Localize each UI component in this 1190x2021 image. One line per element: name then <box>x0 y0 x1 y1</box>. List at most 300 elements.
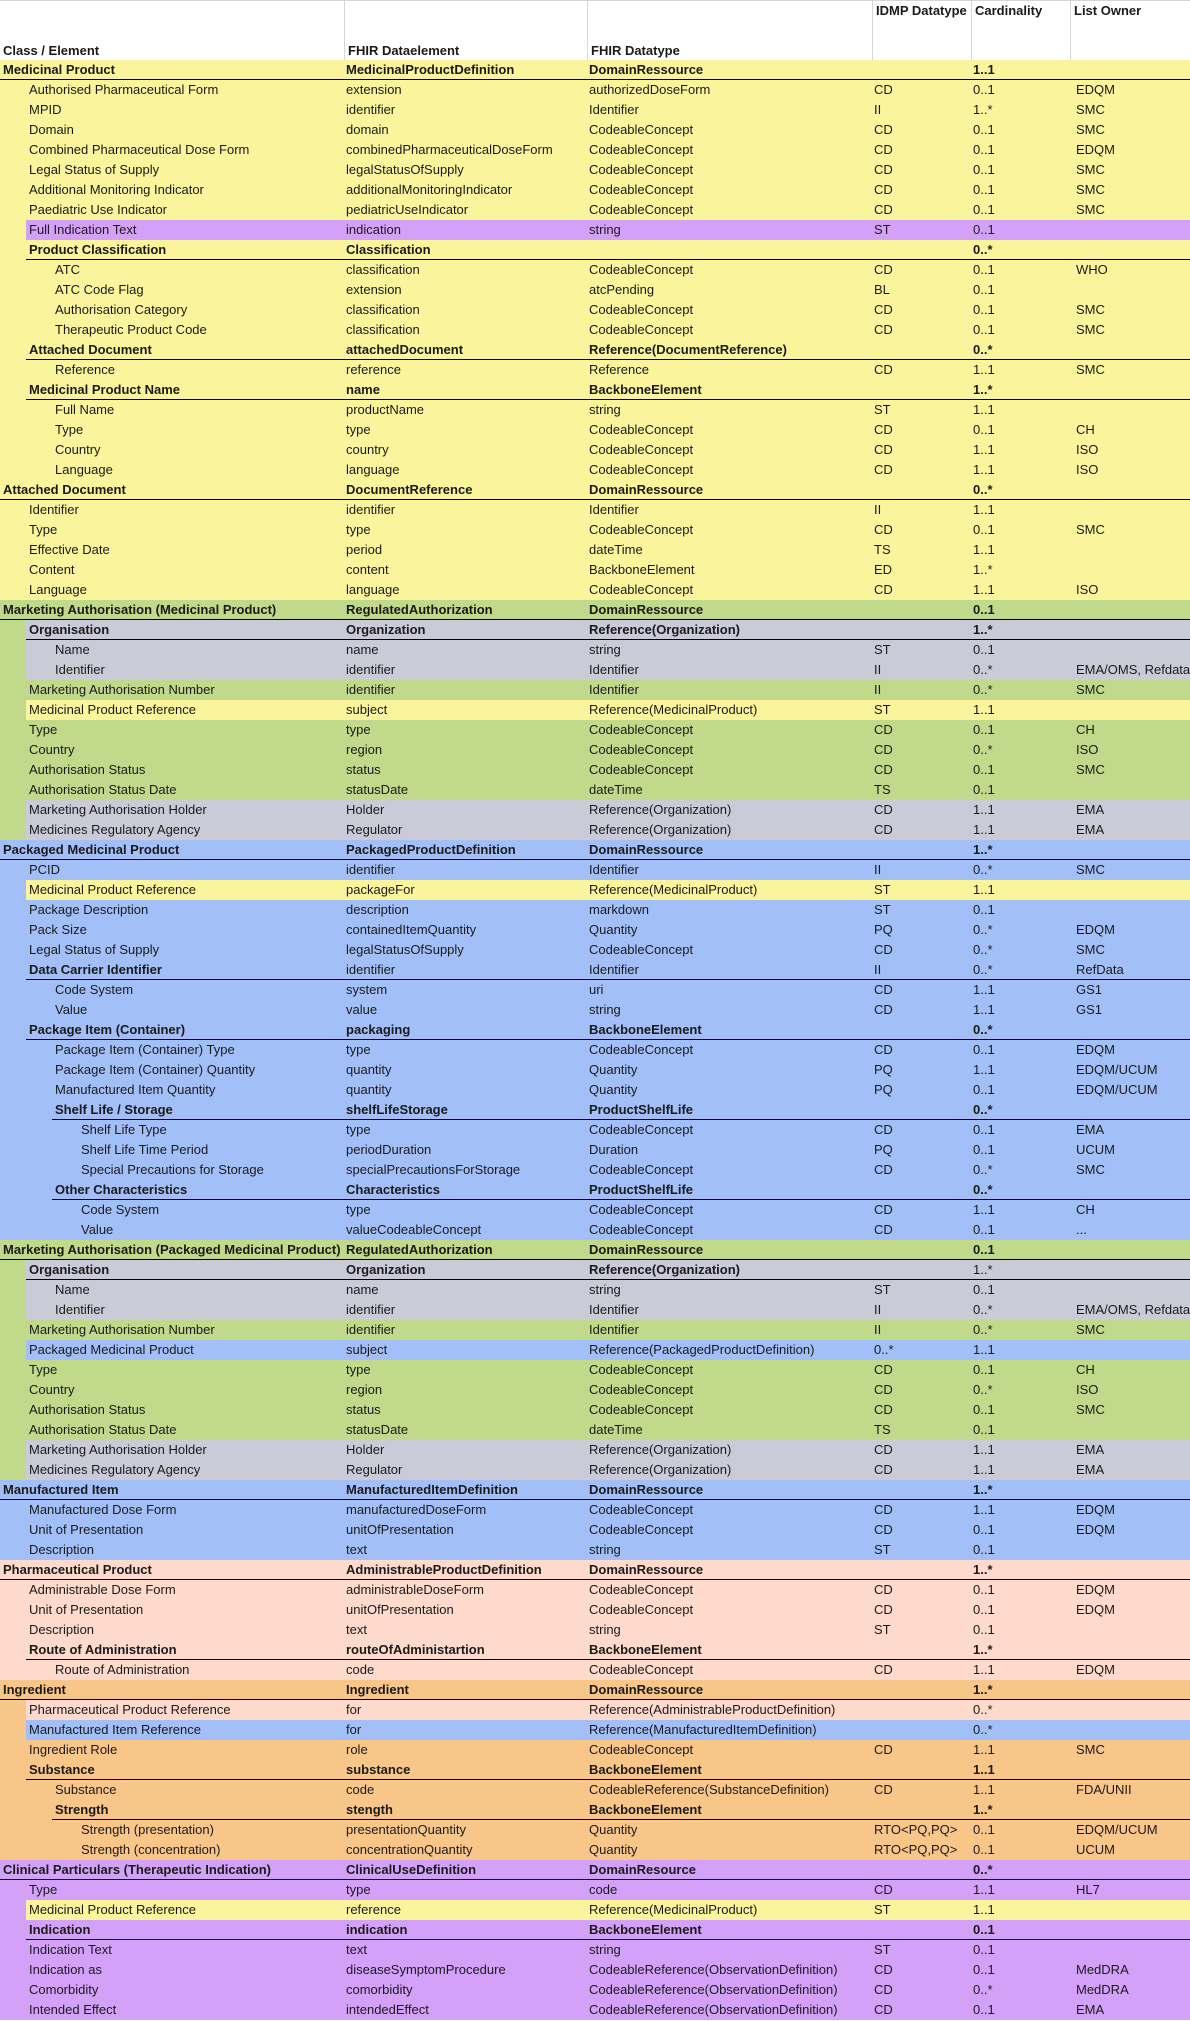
cell-fhir-dataelement: valueCodeableConcept <box>346 1222 482 1237</box>
cell-cardinality: 0..1 <box>973 1842 995 1857</box>
cell-list-owner: EDQM <box>1076 1502 1115 1517</box>
table-row[interactable] <box>0 1320 1190 1340</box>
table-row[interactable] <box>0 140 1190 160</box>
column-header-fhir-dataelement[interactable] <box>344 1 587 61</box>
table-row[interactable] <box>0 1520 1190 1540</box>
cell-cardinality: 0..1 <box>973 1082 995 1097</box>
cell-class-element: Administrable Dose Form <box>29 1582 176 1597</box>
cell-fhir-dataelement: presentationQuantity <box>346 1822 466 1837</box>
cell-fhir-datatype: CodeableConcept <box>589 262 694 277</box>
cell-list-owner: MedDRA <box>1076 1962 1129 1977</box>
cell-fhir-dataelement: language <box>346 582 400 597</box>
table-row[interactable] <box>0 1640 1190 1660</box>
cell-fhir-datatype: Reference(MedicinalProduct) <box>589 702 758 717</box>
table-row[interactable] <box>0 1160 1190 1180</box>
table-row[interactable] <box>0 940 1190 960</box>
section-color-band <box>0 400 26 420</box>
cell-fhir-datatype: DomainRessource <box>589 842 704 857</box>
cell-cardinality: 0..1 <box>973 1222 995 1237</box>
cell-fhir-dataelement: statusDate <box>346 782 409 797</box>
row-background <box>26 240 1190 260</box>
cell-cardinality: 0..1 <box>973 1582 995 1597</box>
cell-fhir-datatype: Reference(Organization) <box>589 802 732 817</box>
cell-fhir-dataelement: legalStatusOfSupply <box>346 942 464 957</box>
cell-cardinality: 1..* <box>973 1642 993 1657</box>
cell-class-element: Manufactured Item Reference <box>29 1722 201 1737</box>
cell-cardinality: 0..1 <box>973 1602 995 1617</box>
cell-cardinality: 1..* <box>973 1562 993 1577</box>
table-row[interactable] <box>0 120 1190 140</box>
cell-class-element: Value <box>81 1222 114 1237</box>
cell-cardinality: 0..1 <box>973 262 995 277</box>
table-row[interactable] <box>0 1400 1190 1420</box>
section-header-row[interactable] <box>0 1560 1190 1580</box>
section-color-band <box>0 300 26 320</box>
cell-cardinality: 1..* <box>973 1682 993 1697</box>
cell-class-element: Pharmaceutical Product Reference <box>29 1702 231 1717</box>
table-row[interactable] <box>0 1120 1190 1140</box>
cell-idmp-datatype: RTO<PQ,PQ> <box>874 1842 958 1857</box>
cell-fhir-datatype: DomainRessource <box>589 482 704 497</box>
cell-cardinality: 0..1 <box>973 282 995 297</box>
section-color-band <box>0 580 26 600</box>
section-color-band <box>0 80 26 100</box>
cell-idmp-datatype: CD <box>874 1522 893 1537</box>
table-row[interactable] <box>0 1280 1190 1300</box>
cell-list-owner: EMA <box>1076 802 1105 817</box>
table-row[interactable] <box>0 1940 1190 1960</box>
cell-fhir-datatype: BackboneElement <box>589 1762 702 1777</box>
cell-class-element: Authorisation Status <box>29 762 146 777</box>
cell-cardinality: 0..1 <box>973 1542 995 1557</box>
cell-fhir-datatype: Reference(PackagedProductDefinition) <box>589 1342 815 1357</box>
section-header-row[interactable] <box>0 1860 1190 1880</box>
cell-fhir-datatype: CodeableConcept <box>589 1742 694 1757</box>
cell-fhir-dataelement: intendedEffect <box>346 2002 429 2017</box>
cell-class-element: Legal Status of Supply <box>29 942 160 957</box>
table-row[interactable] <box>0 1880 1190 1900</box>
table-body <box>0 60 1190 2020</box>
cell-idmp-datatype: II <box>874 862 882 877</box>
cell-idmp-datatype: CD <box>874 322 893 337</box>
table-row[interactable] <box>0 1700 1190 1720</box>
table-row[interactable] <box>0 1740 1190 1760</box>
table-row[interactable] <box>0 1380 1190 1400</box>
cell-fhir-datatype: CodeableConcept <box>589 582 694 597</box>
cell-fhir-dataelement: Holder <box>346 802 385 817</box>
cell-class-element: Authorised Pharmaceutical Form <box>29 82 219 97</box>
cell-fhir-dataelement: identifier <box>346 862 396 877</box>
cell-cardinality: 0..* <box>973 962 993 977</box>
table-row[interactable] <box>0 1980 1190 2000</box>
cell-fhir-dataelement: statusDate <box>346 1422 409 1437</box>
table-row[interactable] <box>0 1900 1190 1920</box>
cell-class-element: Pack Size <box>29 922 87 937</box>
cell-fhir-dataelement: PackagedProductDefinition <box>346 842 516 857</box>
cell-fhir-dataelement: comorbidity <box>346 1982 413 1997</box>
cell-fhir-dataelement: unitOfPresentation <box>346 1522 454 1537</box>
table-row[interactable] <box>0 780 1190 800</box>
section-header-row[interactable] <box>0 1240 1190 1260</box>
table-row[interactable] <box>0 1200 1190 1220</box>
cell-class-element: Marketing Authorisation Holder <box>29 1442 207 1457</box>
cell-idmp-datatype: CD <box>874 1602 893 1617</box>
cell-fhir-dataelement: region <box>346 742 383 757</box>
cell-cardinality: 0..1 <box>973 1962 995 1977</box>
cell-fhir-datatype: Quantity <box>589 1082 638 1097</box>
cell-fhir-datatype: Reference(DocumentReference) <box>589 342 787 357</box>
table-row[interactable] <box>0 2000 1190 2020</box>
column-header-list-owner[interactable] <box>1070 1 1190 61</box>
section-header-row[interactable] <box>0 1480 1190 1500</box>
section-color-band <box>0 1120 26 1140</box>
cell-idmp-datatype: PQ <box>874 1082 893 1097</box>
table-row[interactable] <box>0 1620 1190 1640</box>
table-row[interactable] <box>0 1080 1190 1100</box>
cell-class-element: Substance <box>55 1782 117 1797</box>
table-row[interactable] <box>0 1580 1190 1600</box>
cell-list-owner: SMC <box>1076 682 1105 697</box>
section-color-band <box>0 1760 26 1780</box>
cell-cardinality: 1..1 <box>973 1762 995 1777</box>
cell-cardinality: 0..* <box>973 1322 993 1337</box>
cell-fhir-dataelement: identifier <box>346 1302 396 1317</box>
cell-fhir-dataelement: legalStatusOfSupply <box>346 162 464 177</box>
cell-cardinality: 0..1 <box>973 762 995 777</box>
cell-fhir-dataelement: type <box>346 1202 371 1217</box>
section-color-band <box>0 1600 26 1620</box>
table-row[interactable] <box>0 1100 1190 1120</box>
cell-idmp-datatype: ST <box>874 1542 891 1557</box>
cell-list-owner: EMA/OMS, Refdata <box>1076 1302 1190 1317</box>
table-row[interactable] <box>0 760 1190 780</box>
section-header-row[interactable] <box>0 1680 1190 1700</box>
cell-list-owner: EDQM <box>1076 142 1115 157</box>
cell-fhir-dataelement: identifier <box>346 102 396 117</box>
cell-class-element: Special Precautions for Storage <box>81 1162 264 1177</box>
table-row[interactable] <box>0 700 1190 720</box>
cell-fhir-datatype: string <box>589 1942 621 1957</box>
cell-fhir-dataelement: quantity <box>346 1082 392 1097</box>
section-color-band <box>0 1080 26 1100</box>
cell-fhir-dataelement: Holder <box>346 1442 385 1457</box>
table-row[interactable] <box>0 1000 1190 1020</box>
column-header-idmp-datatype[interactable] <box>872 1 971 61</box>
cell-list-owner: EDQM <box>1076 1582 1115 1597</box>
table-row[interactable] <box>0 820 1190 840</box>
table-row[interactable] <box>0 400 1190 420</box>
cell-fhir-dataelement: type <box>346 522 371 537</box>
section-color-band <box>0 1840 26 1860</box>
cell-fhir-dataelement: status <box>346 1402 381 1417</box>
cell-fhir-dataelement: type <box>346 1362 371 1377</box>
section-header-row[interactable] <box>0 480 1190 500</box>
table-row[interactable] <box>0 580 1190 600</box>
cell-idmp-datatype: CD <box>874 2002 893 2017</box>
cell-idmp-datatype: CD <box>874 1042 893 1057</box>
cell-fhir-dataelement: identifier <box>346 1322 396 1337</box>
cell-class-element: Legal Status of Supply <box>29 162 160 177</box>
cell-idmp-datatype: CD <box>874 1002 893 1017</box>
cell-list-owner: GS1 <box>1076 982 1103 997</box>
cell-fhir-dataelement: extension <box>346 282 402 297</box>
cell-idmp-datatype: TS <box>874 782 891 797</box>
table-row[interactable] <box>0 1960 1190 1980</box>
cell-class-element: Description <box>29 1542 95 1557</box>
cell-fhir-dataelement: status <box>346 762 381 777</box>
cell-list-owner: ... <box>1076 1222 1087 1237</box>
cell-class-element: Description <box>29 1622 95 1637</box>
table-row[interactable] <box>0 340 1190 360</box>
cell-class-element: Marketing Authorisation Holder <box>29 802 207 817</box>
cell-fhir-datatype: uri <box>589 982 604 997</box>
cell-cardinality: 0..1 <box>973 122 995 137</box>
cell-cardinality: 1..1 <box>973 1202 995 1217</box>
table-row[interactable] <box>0 1220 1190 1240</box>
table-row[interactable] <box>0 540 1190 560</box>
cell-fhir-datatype: CodeableConcept <box>589 1382 694 1397</box>
cell-cardinality: 1..1 <box>973 1442 995 1457</box>
table-row[interactable] <box>0 260 1190 280</box>
column-header-class-element[interactable] <box>0 1 344 61</box>
table-row[interactable] <box>0 500 1190 520</box>
cell-fhir-dataelement: language <box>346 462 400 477</box>
cell-fhir-datatype: Identifier <box>589 102 639 117</box>
table-row[interactable] <box>0 440 1190 460</box>
table-row[interactable] <box>0 1540 1190 1560</box>
table-row[interactable] <box>0 1040 1190 1060</box>
section-color-band <box>0 1740 26 1760</box>
cell-fhir-datatype: DomainRessource <box>589 1682 704 1697</box>
table-row[interactable] <box>0 1300 1190 1320</box>
cell-class-element: Medicinal Product <box>3 62 115 77</box>
cell-list-owner: SMC <box>1076 182 1105 197</box>
cell-class-element: Code System <box>81 1202 160 1217</box>
cell-fhir-datatype: string <box>589 642 621 657</box>
table-row[interactable] <box>0 660 1190 680</box>
cell-fhir-dataelement: period <box>346 542 383 557</box>
table-row[interactable] <box>0 520 1190 540</box>
table-row[interactable] <box>0 1260 1190 1280</box>
table-row[interactable] <box>0 680 1190 700</box>
cell-class-element: Type <box>29 722 58 737</box>
cell-fhir-dataelement: name <box>346 382 380 397</box>
table-row[interactable] <box>0 1820 1190 1840</box>
cell-class-element: Identifier <box>29 502 79 517</box>
cell-class-element: Unit of Presentation <box>29 1602 144 1617</box>
cell-cardinality: 0..1 <box>973 2002 995 2017</box>
cell-fhir-dataelement: diseaseSymptomProcedure <box>346 1962 506 1977</box>
table-row[interactable] <box>0 1840 1190 1860</box>
cell-class-element: Medicinal Product Reference <box>29 1902 196 1917</box>
table-row[interactable] <box>0 200 1190 220</box>
section-color-band <box>0 1460 26 1480</box>
table-row[interactable] <box>0 240 1190 260</box>
cell-cardinality: 0..1 <box>973 142 995 157</box>
table-row[interactable] <box>0 1460 1190 1480</box>
cell-fhir-datatype: Reference(AdministrableProductDefinition) <box>589 1702 836 1717</box>
cell-fhir-datatype: BackboneElement <box>589 562 695 577</box>
cell-fhir-datatype: Quantity <box>589 922 638 937</box>
table-row[interactable] <box>0 320 1190 340</box>
table-row[interactable] <box>0 220 1190 240</box>
cell-class-element: Additional Monitoring Indicator <box>29 182 204 197</box>
cell-class-element: Country <box>29 742 75 757</box>
section-header-row[interactable] <box>0 60 1190 80</box>
cell-class-element: Strength (presentation) <box>81 1822 214 1837</box>
table-row[interactable] <box>0 980 1190 1000</box>
table-row[interactable] <box>0 360 1190 380</box>
cell-list-owner: ISO <box>1076 582 1099 597</box>
table-row[interactable] <box>0 1720 1190 1740</box>
section-header-row[interactable] <box>0 840 1190 860</box>
cell-idmp-datatype: CD <box>874 742 893 757</box>
cell-fhir-datatype: CodeableConcept <box>589 522 694 537</box>
cell-cardinality: 1..1 <box>973 362 995 377</box>
cell-idmp-datatype: ST <box>874 402 891 417</box>
table-row[interactable] <box>0 1360 1190 1380</box>
cell-fhir-dataelement: containedItemQuantity <box>346 922 477 937</box>
cell-class-element: Packaged Medicinal Product <box>3 842 180 857</box>
table-row[interactable] <box>0 280 1190 300</box>
table-row[interactable] <box>0 740 1190 760</box>
cell-fhir-dataelement: type <box>346 722 371 737</box>
cell-class-element: Data Carrier Identifier <box>29 962 162 977</box>
cell-idmp-datatype: CD <box>874 822 893 837</box>
table-row[interactable] <box>0 960 1190 980</box>
cell-fhir-datatype: Identifier <box>589 962 639 977</box>
table-row[interactable] <box>0 1780 1190 1800</box>
table-row[interactable] <box>0 100 1190 120</box>
cell-list-owner: EDQM <box>1076 1662 1115 1677</box>
section-header-row[interactable] <box>0 600 1190 620</box>
table-row[interactable] <box>0 1660 1190 1680</box>
table-row[interactable] <box>0 160 1190 180</box>
cell-list-owner: SMC <box>1076 1322 1105 1337</box>
cell-class-element: Other Characteristics <box>55 1182 188 1197</box>
table-row[interactable] <box>0 1420 1190 1440</box>
column-header-cardinality[interactable] <box>971 1 1070 61</box>
table-row[interactable] <box>0 1020 1190 1040</box>
table-row[interactable] <box>0 1800 1190 1820</box>
cell-idmp-datatype: CD <box>874 1462 893 1477</box>
row-background <box>26 980 1190 1000</box>
table-row[interactable] <box>0 1340 1190 1360</box>
cell-cardinality: 1..1 <box>973 1062 995 1077</box>
table-row[interactable] <box>0 1440 1190 1460</box>
cell-list-owner: EDQM <box>1076 922 1115 937</box>
cell-fhir-dataelement: packaging <box>346 1022 411 1037</box>
table-row[interactable] <box>0 380 1190 400</box>
cell-fhir-dataelement: periodDuration <box>346 1142 432 1157</box>
cell-list-owner: SMC <box>1076 522 1105 537</box>
section-color-band <box>0 860 26 880</box>
cell-idmp-datatype: II <box>874 962 882 977</box>
cell-list-owner: EDQM <box>1076 82 1115 97</box>
table-row[interactable] <box>0 80 1190 100</box>
section-color-band <box>0 1420 26 1440</box>
cell-fhir-datatype: code <box>589 1882 618 1897</box>
table-row[interactable] <box>0 180 1190 200</box>
cell-idmp-datatype: CD <box>874 1202 893 1217</box>
table-row[interactable] <box>0 1920 1190 1940</box>
cell-idmp-datatype: CD <box>874 982 893 997</box>
cell-class-element: Medicines Regulatory Agency <box>29 1462 201 1477</box>
cell-idmp-datatype: CD <box>874 82 893 97</box>
cell-idmp-datatype: CD <box>874 1882 893 1897</box>
cell-fhir-datatype: Reference(MedicinalProduct) <box>589 1902 758 1917</box>
table-row[interactable] <box>0 900 1190 920</box>
cell-fhir-datatype: CodeableConcept <box>589 1582 694 1597</box>
cell-fhir-dataelement: substance <box>346 1762 411 1777</box>
section-color-band <box>0 920 26 940</box>
table-row[interactable] <box>0 420 1190 440</box>
cell-fhir-dataelement: identifier <box>346 962 396 977</box>
cell-idmp-datatype: CD <box>874 1362 893 1377</box>
cell-fhir-datatype: authorizedDoseForm <box>589 82 711 97</box>
table-row[interactable] <box>0 800 1190 820</box>
table-row[interactable] <box>0 460 1190 480</box>
cell-list-owner: SMC <box>1076 762 1105 777</box>
section-color-band <box>0 760 26 780</box>
cell-cardinality: 1..1 <box>973 1782 995 1797</box>
cell-class-element: Indication <box>29 1922 91 1937</box>
section-color-band <box>0 240 26 260</box>
table-row[interactable] <box>0 880 1190 900</box>
cell-class-element: Authorisation Status Date <box>29 782 177 797</box>
table-row[interactable] <box>0 1500 1190 1520</box>
table-row[interactable] <box>0 720 1190 740</box>
cell-idmp-datatype: CD <box>874 362 893 377</box>
column-header-label: Cardinality <box>975 3 1043 18</box>
table-row[interactable] <box>0 1140 1190 1160</box>
cell-fhir-datatype: Quantity <box>589 1842 638 1857</box>
table-row[interactable] <box>0 920 1190 940</box>
cell-fhir-datatype: atcPending <box>589 282 655 297</box>
table-row[interactable] <box>0 860 1190 880</box>
cell-fhir-dataelement: Organization <box>346 622 426 637</box>
section-color-band <box>0 140 26 160</box>
column-header-fhir-datatype[interactable] <box>587 1 872 61</box>
cell-idmp-datatype: CD <box>874 522 893 537</box>
cell-fhir-dataelement: name <box>346 1282 379 1297</box>
table-row[interactable] <box>0 1060 1190 1080</box>
table-row[interactable] <box>0 620 1190 640</box>
cell-fhir-dataelement: code <box>346 1782 375 1797</box>
cell-idmp-datatype: CD <box>874 202 893 217</box>
section-color-band <box>0 640 26 660</box>
cell-class-element: Code System <box>55 982 134 997</box>
table-row[interactable] <box>0 1600 1190 1620</box>
section-color-band <box>0 800 26 820</box>
cell-fhir-dataelement: concentrationQuantity <box>346 1842 473 1857</box>
section-color-band <box>0 1300 26 1320</box>
cell-class-element: Marketing Authorisation Number <box>29 682 215 697</box>
cell-idmp-datatype: ST <box>874 222 891 237</box>
cell-cardinality: 1..1 <box>973 702 995 717</box>
table-row[interactable] <box>0 1760 1190 1780</box>
cell-fhir-datatype: Reference(Organization) <box>589 1462 732 1477</box>
cell-fhir-dataelement: type <box>346 422 371 437</box>
cell-idmp-datatype: CD <box>874 1122 893 1137</box>
table-row[interactable] <box>0 1180 1190 1200</box>
cell-idmp-datatype: CD <box>874 262 893 277</box>
table-row[interactable] <box>0 560 1190 580</box>
cell-class-element: Shelf Life / Storage <box>55 1102 173 1117</box>
table-row[interactable] <box>0 640 1190 660</box>
cell-cardinality: 1..1 <box>973 1462 995 1477</box>
table-row[interactable] <box>0 300 1190 320</box>
